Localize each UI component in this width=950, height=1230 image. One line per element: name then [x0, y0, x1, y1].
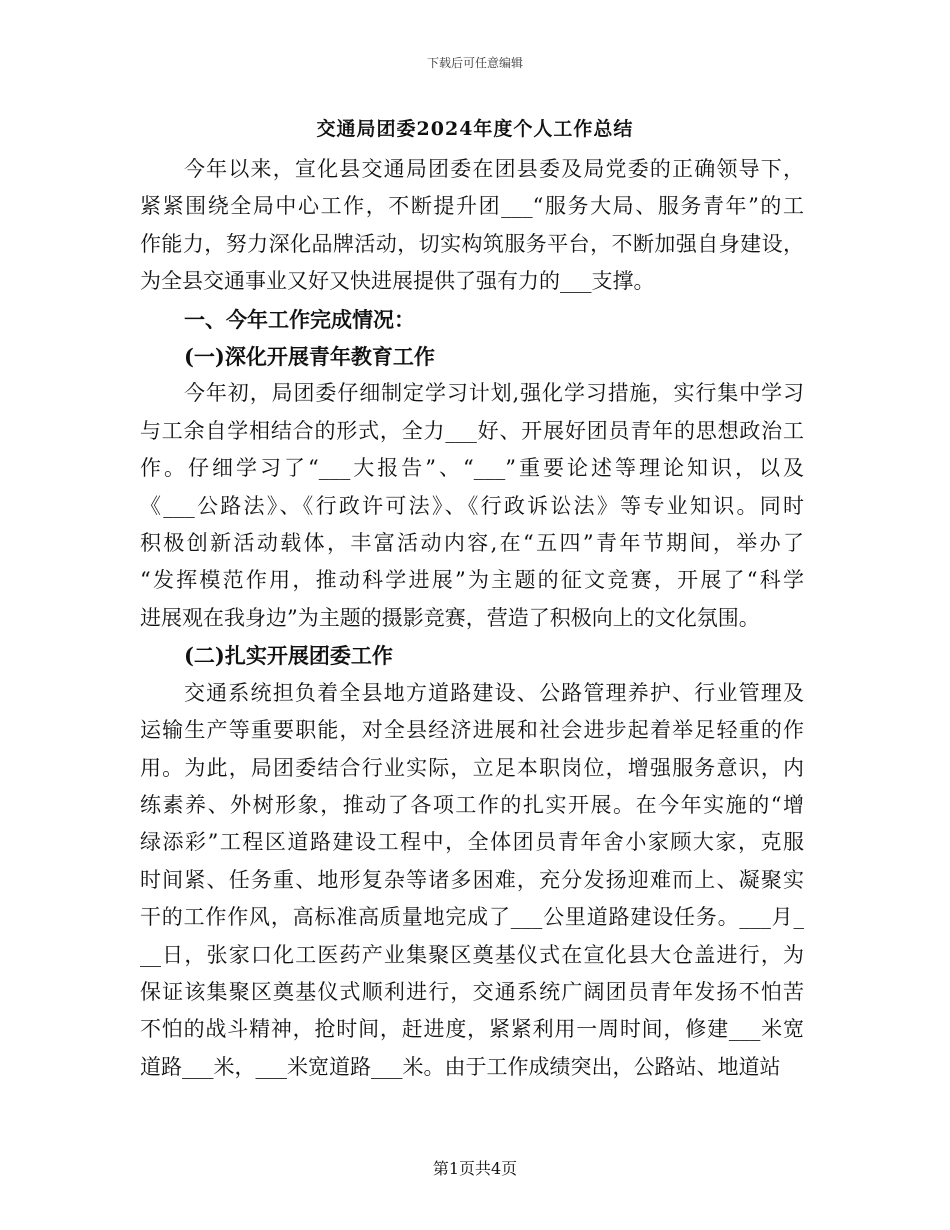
paragraph-line: 保证该集聚区奠基仪式顺利进行，交通系统广阔团员青年发扬不怕苦	[140, 979, 804, 1004]
paragraph-line: 为全县交通事业又好又快进展提供了强有力的___支撑。	[140, 269, 655, 294]
paragraph	[140, 151, 804, 301]
section-heading: 一、今年工作完成情况：	[184, 306, 415, 332]
paragraph-line: “发挥模范作用，推动科学进展”为主题的征文竞赛，开展了“科学	[140, 568, 804, 593]
document-title: 交通局团委2024年度个人工作总结	[316, 118, 634, 140]
paragraph-line: 《___公路法》、《行政许可法》、《行政诉讼法》等专业知识。同时	[140, 493, 804, 518]
paragraph-line: 道路___米，___米宽道路___米。由于工作成绩突出，公路站、地道站	[140, 1054, 781, 1079]
paragraph-line: 作。仔细学习了“___大报告”、“___”重要论述等理论知识，以及	[140, 456, 804, 481]
section-heading: (一)深化开展青年教育工作	[184, 344, 435, 370]
paragraph-line: 用。为此，局团委结合行业实际，立足本职岗位，增强服务意识，内	[140, 755, 804, 780]
paragraph-line: 交通系统担负着全县地方道路建设、公路管理养护、行业管理及	[184, 680, 804, 705]
paragraph-line: 与工余自学相结合的形式，全力___好、开展好团员青年的思想政治工	[140, 418, 804, 443]
paragraph-line: 运输生产等重要职能，对全县经济进展和社会进步起着举足轻重的作	[140, 718, 804, 743]
section-heading: (二)扎实开展团委工作	[184, 643, 393, 669]
paragraph-line: 练素养、外树形象，推动了各项工作的扎实开展。在今年实施的“增	[140, 792, 804, 817]
document-body	[140, 151, 804, 1086]
paragraph-line: 今年初，局团委仔细制定学习计划,强化学习措施，实行集中学习	[184, 381, 804, 406]
paragraph-line: 作能力，努力深化品牌活动，切实构筑服务平台，不断加强自身建设，	[140, 231, 804, 256]
paragraph-line: 今年以来，宣化县交通局团委在团县委及局党委的正确领导下，	[184, 157, 804, 181]
paragraph	[140, 675, 804, 1086]
paragraph-line: 时间紧、任务重、地形复杂等诸多困难，充分发扬迎难而上、凝聚实	[140, 867, 804, 892]
paragraph-line: 绿添彩”工程区道路建设工程中，全体团员青年舍小家顾大家，克服	[140, 830, 804, 855]
paragraph-line: 不怕的战斗精神，抢时间，赶进度，紧紧利用一周时间，修建___米宽	[140, 1017, 804, 1042]
paragraph-line: 干的工作作风，高标准高质量地完成了___公里道路建设任务。___月_	[140, 905, 804, 930]
page-footer: 第1页共4页	[432, 1159, 518, 1178]
paragraph-line: 积极创新活动载体，丰富活动内容,在“五四”青年节期间，举办了	[140, 531, 804, 556]
paragraph-line: 进展观在我身边”为主题的摄影竞赛，营造了积极向上的文化氛围。	[140, 605, 760, 630]
page-header-note: 下载后可任意编辑	[426, 56, 523, 70]
paragraph-line: __日，张家口化工医药产业集聚区奠基仪式在宣化县大仓盖进行，为	[140, 942, 804, 967]
paragraph	[140, 375, 804, 637]
paragraph-line: 紧紧围绕全局中心工作，不断提升团___“服务大局、服务青年”的工	[140, 194, 804, 219]
